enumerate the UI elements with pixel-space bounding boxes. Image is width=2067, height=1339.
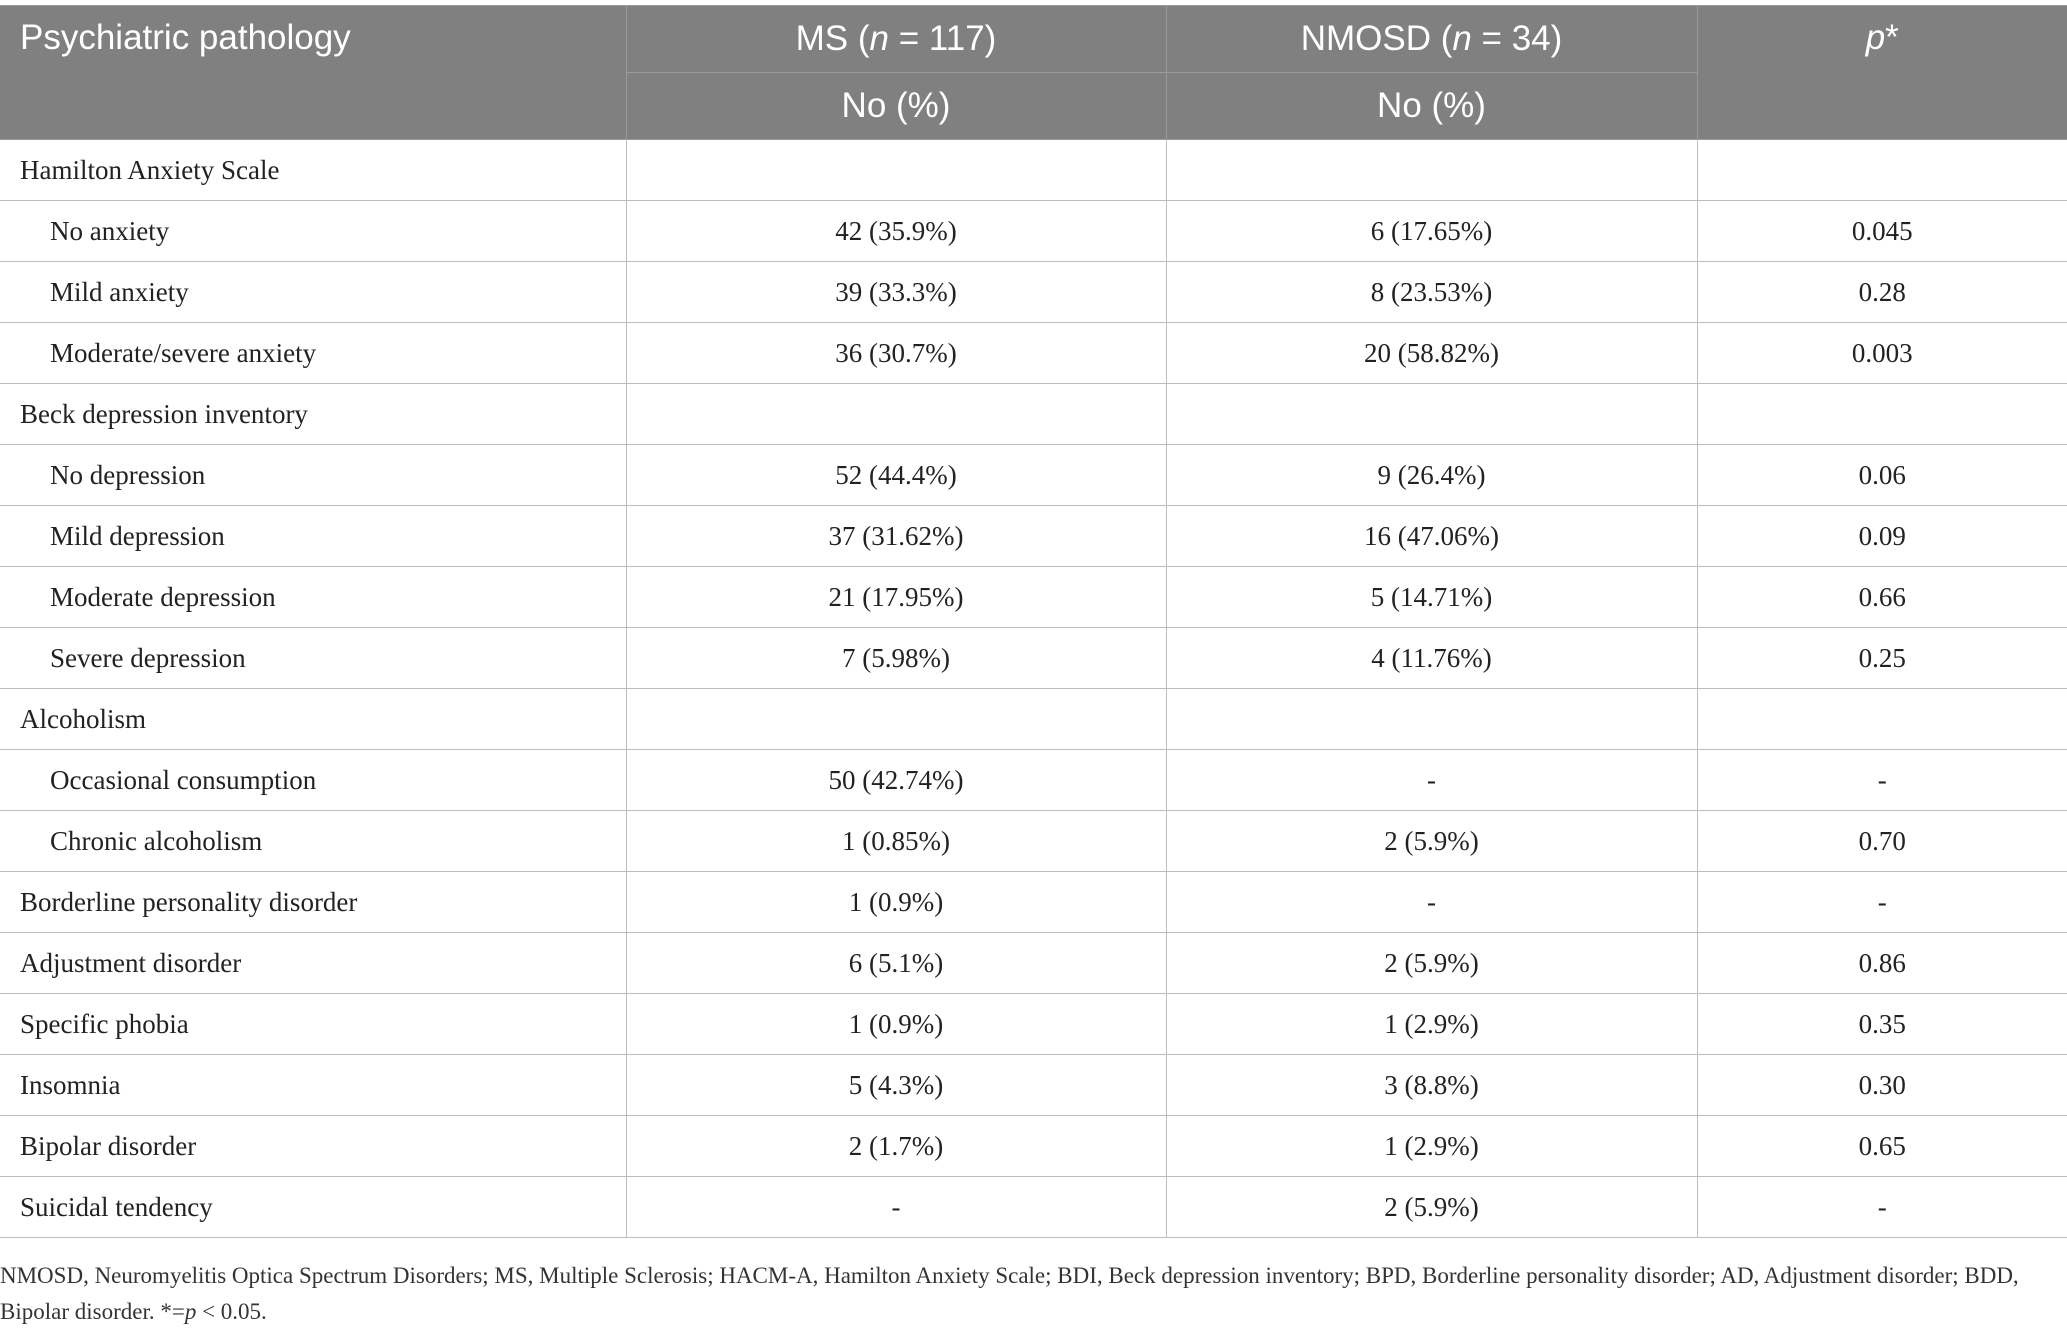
- header-nmosd-n: n: [1452, 19, 1472, 58]
- psychiatric-pathology-table: [0, 5, 2067, 1238]
- table-container: [0, 5, 2067, 1238]
- table-row: [0, 1177, 2067, 1238]
- header-ms-subheading: No (%): [626, 73, 1166, 140]
- ms-value: [626, 140, 1166, 201]
- table-row: [0, 872, 2067, 933]
- nmosd-value: -: [1166, 872, 1697, 933]
- table-row: [0, 262, 2067, 323]
- p-value: 0.28: [1697, 262, 2067, 323]
- header-nmosd-label: NMOSD (: [1300, 19, 1453, 58]
- header-p-asterisk: *: [1885, 18, 1899, 57]
- row-label: Hamilton Anxiety Scale: [0, 140, 626, 201]
- nmosd-value: 2 (5.9%): [1166, 1177, 1697, 1238]
- row-label: Bipolar disorder: [0, 1116, 626, 1177]
- ms-value: 42 (35.9%): [626, 201, 1166, 262]
- nmosd-value: -: [1166, 750, 1697, 811]
- p-value: [1697, 689, 2067, 750]
- table-row: [0, 1055, 2067, 1116]
- row-label: Moderate depression: [0, 567, 626, 628]
- header-ms: [626, 6, 1166, 73]
- table-row: [0, 567, 2067, 628]
- nmosd-value: [1166, 140, 1697, 201]
- ms-value: 1 (0.9%): [626, 994, 1166, 1055]
- p-value: 0.35: [1697, 994, 2067, 1055]
- table-body: [0, 140, 2067, 1238]
- ms-value: 50 (42.74%): [626, 750, 1166, 811]
- ms-value: 7 (5.98%): [626, 628, 1166, 689]
- row-label: Insomnia: [0, 1055, 626, 1116]
- header-col1-text: Psychiatric pathology: [20, 18, 351, 57]
- row-label: No anxiety: [0, 201, 626, 262]
- p-value: 0.09: [1697, 506, 2067, 567]
- table-row: [0, 1116, 2067, 1177]
- nmosd-value: 5 (14.71%): [1166, 567, 1697, 628]
- header-nmosd-count: = 34): [1471, 19, 1563, 58]
- ms-value: [626, 689, 1166, 750]
- table-row: [0, 140, 2067, 201]
- row-label: Mild depression: [0, 506, 626, 567]
- header-p-label: p: [1865, 18, 1886, 57]
- p-value: 0.045: [1697, 201, 2067, 262]
- row-label: Adjustment disorder: [0, 933, 626, 994]
- nmosd-value: 8 (23.53%): [1166, 262, 1697, 323]
- ms-value: [626, 384, 1166, 445]
- row-label: Severe depression: [0, 628, 626, 689]
- table-row: [0, 445, 2067, 506]
- ms-value: -: [626, 1177, 1166, 1238]
- row-label: Occasional consumption: [0, 750, 626, 811]
- row-label: Suicidal tendency: [0, 1177, 626, 1238]
- ms-value: 6 (5.1%): [626, 933, 1166, 994]
- table-footnote: [0, 1258, 2050, 1330]
- nmosd-value: [1166, 689, 1697, 750]
- table-row: [0, 994, 2067, 1055]
- nmosd-value: 1 (2.9%): [1166, 1116, 1697, 1177]
- nmosd-value: 4 (11.76%): [1166, 628, 1697, 689]
- ms-value: 1 (0.85%): [626, 811, 1166, 872]
- p-value: -: [1697, 872, 2067, 933]
- row-label: No depression: [0, 445, 626, 506]
- ms-value: 37 (31.62%): [626, 506, 1166, 567]
- p-value: 0.86: [1697, 933, 2067, 994]
- p-value: 0.70: [1697, 811, 2067, 872]
- p-value: -: [1697, 1177, 2067, 1238]
- row-label: Borderline personality disorder: [0, 872, 626, 933]
- header-ms-count: = 117): [889, 19, 997, 58]
- header-nmosd: [1166, 6, 1697, 73]
- table-row: [0, 384, 2067, 445]
- nmosd-value: 3 (8.8%): [1166, 1055, 1697, 1116]
- row-label: Specific phobia: [0, 994, 626, 1055]
- nmosd-value: 16 (47.06%): [1166, 506, 1697, 567]
- header-ms-n: n: [869, 19, 889, 58]
- ms-value: 36 (30.7%): [626, 323, 1166, 384]
- row-label: Alcoholism: [0, 689, 626, 750]
- header-ms-label: MS (: [795, 19, 870, 58]
- ms-value: 5 (4.3%): [626, 1055, 1166, 1116]
- nmosd-value: 9 (26.4%): [1166, 445, 1697, 506]
- nmosd-value: 2 (5.9%): [1166, 933, 1697, 994]
- ms-value: 39 (33.3%): [626, 262, 1166, 323]
- p-value: 0.65: [1697, 1116, 2067, 1177]
- row-label: Chronic alcoholism: [0, 811, 626, 872]
- row-label: Mild anxiety: [0, 262, 626, 323]
- nmosd-value: [1166, 384, 1697, 445]
- header-p-value: [1697, 6, 2067, 140]
- footnote-p: p: [184, 1299, 197, 1324]
- table-row: [0, 933, 2067, 994]
- p-value: [1697, 140, 2067, 201]
- p-value: 0.003: [1697, 323, 2067, 384]
- nmosd-value: 2 (5.9%): [1166, 811, 1697, 872]
- table-row: [0, 506, 2067, 567]
- p-value: -: [1697, 750, 2067, 811]
- table-row: [0, 201, 2067, 262]
- header-psychiatric-pathology: [0, 6, 626, 140]
- ms-value: 1 (0.9%): [626, 872, 1166, 933]
- ms-value: 21 (17.95%): [626, 567, 1166, 628]
- table-row: [0, 628, 2067, 689]
- footnote-text: NMOSD, Neuromyelitis Optica Spectrum Disorders; MS, Multiple Sclerosis; HACM-A, Hamilton Anxiety Scale; BDI, Beck depression inventory; BPD, Borderline personality disorder; AD, Adjustment disorder; BDD, Bipolar disorder. *=: [0, 1263, 2019, 1324]
- nmosd-value: 1 (2.9%): [1166, 994, 1697, 1055]
- p-value: 0.30: [1697, 1055, 2067, 1116]
- table-row: [0, 811, 2067, 872]
- nmosd-value: 20 (58.82%): [1166, 323, 1697, 384]
- table-row: [0, 750, 2067, 811]
- header-nmosd-subheading: No (%): [1166, 73, 1697, 140]
- ms-value: 52 (44.4%): [626, 445, 1166, 506]
- ms-value: 2 (1.7%): [626, 1116, 1166, 1177]
- row-label: Beck depression inventory: [0, 384, 626, 445]
- header-row-1: [0, 6, 2067, 73]
- p-value: 0.06: [1697, 445, 2067, 506]
- table-row: [0, 323, 2067, 384]
- row-label: Moderate/severe anxiety: [0, 323, 626, 384]
- footnote-tail: < 0.05.: [196, 1299, 267, 1324]
- table-row: [0, 689, 2067, 750]
- p-value: 0.25: [1697, 628, 2067, 689]
- table-header: [0, 6, 2067, 140]
- nmosd-value: 6 (17.65%): [1166, 201, 1697, 262]
- p-value: [1697, 384, 2067, 445]
- p-value: 0.66: [1697, 567, 2067, 628]
